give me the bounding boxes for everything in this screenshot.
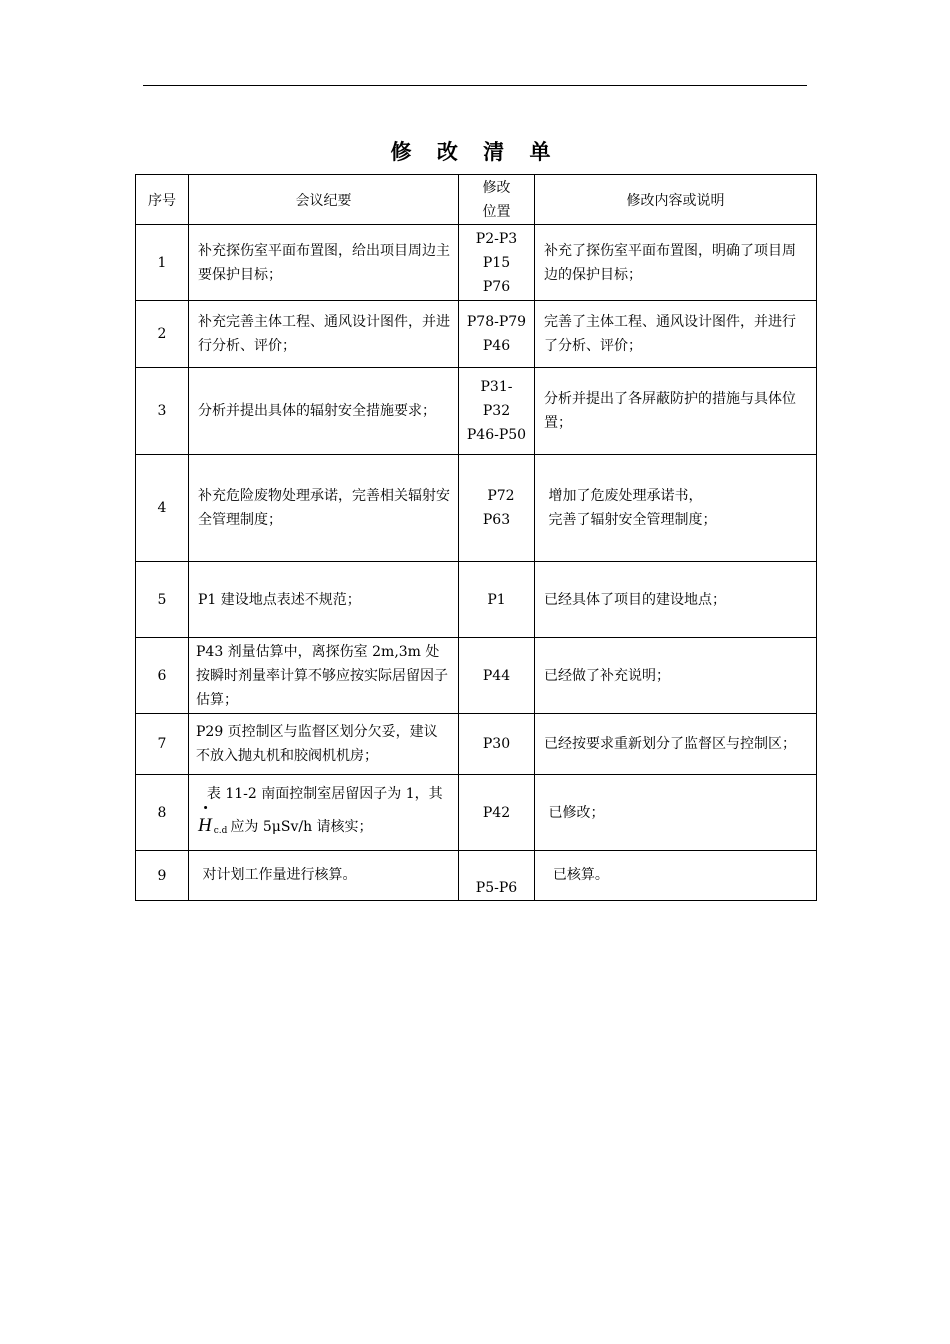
- revision-table: [135, 174, 817, 901]
- row-minutes: 补充危险废物处理承诺，完善相关辐射安全管理制度；: [189, 455, 459, 562]
- table-row: [136, 562, 817, 638]
- row-revision: 已修改；: [535, 775, 817, 851]
- row-position: P30: [459, 714, 535, 775]
- table-row: [136, 775, 817, 851]
- row-minutes: P1 建设地点表述不规范；: [189, 562, 459, 638]
- row-minutes: 补充完善主体工程、通风设计图件，并进行分析、评价；: [189, 301, 459, 368]
- dose-rate-subscript: c.d: [213, 826, 228, 836]
- row-no: 9: [136, 851, 189, 901]
- row-position: P31- P32 P46-P50: [459, 368, 535, 455]
- row-revision: 完善了主体工程、通风设计图件，并进行了分析、评价；: [535, 301, 817, 368]
- header-rule: [143, 85, 807, 86]
- row-no: 8: [136, 775, 189, 851]
- row-no: 5: [136, 562, 189, 638]
- row-position: P5-P6: [459, 851, 535, 901]
- row-minutes: 补充探伤室平面布置图，给出项目周边主要保护目标；: [189, 225, 459, 301]
- row-revision: 已经按要求重新划分了监督区与控制区；: [535, 714, 817, 775]
- table-row: [136, 225, 817, 301]
- row-revision: 增加了危废处理承诺书， 完善了辐射安全管理制度；: [535, 455, 817, 562]
- dose-rate-symbol: H: [198, 808, 212, 840]
- row-no: 1: [136, 225, 189, 301]
- row-position: P2-P3 P15 P76: [459, 225, 535, 301]
- row-minutes-text-end: 应为 5μSv/h 请核实；: [230, 819, 373, 835]
- row-position: P78-P79 P46: [459, 301, 535, 368]
- row-position: P42: [459, 775, 535, 851]
- header-minutes: 会议纪要: [189, 175, 459, 225]
- row-no: 3: [136, 368, 189, 455]
- table-header-row: [136, 175, 817, 225]
- row-minutes: 对计划工作量进行核算。: [189, 851, 459, 901]
- table-row: [136, 368, 817, 455]
- row-revision: 已经做了补充说明；: [535, 638, 817, 714]
- table-row: [136, 455, 817, 562]
- header-no: 序号: [136, 175, 189, 225]
- row-revision: 补充了探伤室平面布置图，明确了项目周边的保护目标；: [535, 225, 817, 301]
- document-title: 修 改 清 单: [390, 140, 560, 164]
- row-revision: 已核算。: [535, 851, 817, 901]
- row-minutes: P43 剂量估算中，离探伤室 2m,3m 处按瞬时剂量率计算不够应按实际居留因子估算；: [189, 638, 459, 714]
- row-position: P44: [459, 638, 535, 714]
- row-revision: 分析并提出了各屏蔽防护的措施与具体位置；: [535, 368, 817, 455]
- row-no: 4: [136, 455, 189, 562]
- row-position: P72 P63: [459, 455, 535, 562]
- table-row: [136, 638, 817, 714]
- header-revision: 修改内容或说明: [535, 175, 817, 225]
- row-no: 7: [136, 714, 189, 775]
- row-minutes: [189, 775, 459, 851]
- row-minutes-text: 表 11-2 南面控制室居留因子为 1，其: [198, 786, 443, 802]
- row-minutes: 分析并提出具体的辐射安全措施要求；: [189, 368, 459, 455]
- row-no: 6: [136, 638, 189, 714]
- row-minutes: P29 页控制区与监督区划分欠妥，建议不放入抛丸机和胶阀机机房；: [189, 714, 459, 775]
- header-position: 修改 位置: [459, 175, 535, 225]
- row-no: 2: [136, 301, 189, 368]
- table-row: [136, 714, 817, 775]
- table-row: [136, 851, 817, 901]
- row-revision: 已经具体了项目的建设地点；: [535, 562, 817, 638]
- row-position: P1: [459, 562, 535, 638]
- table-row: [136, 301, 817, 368]
